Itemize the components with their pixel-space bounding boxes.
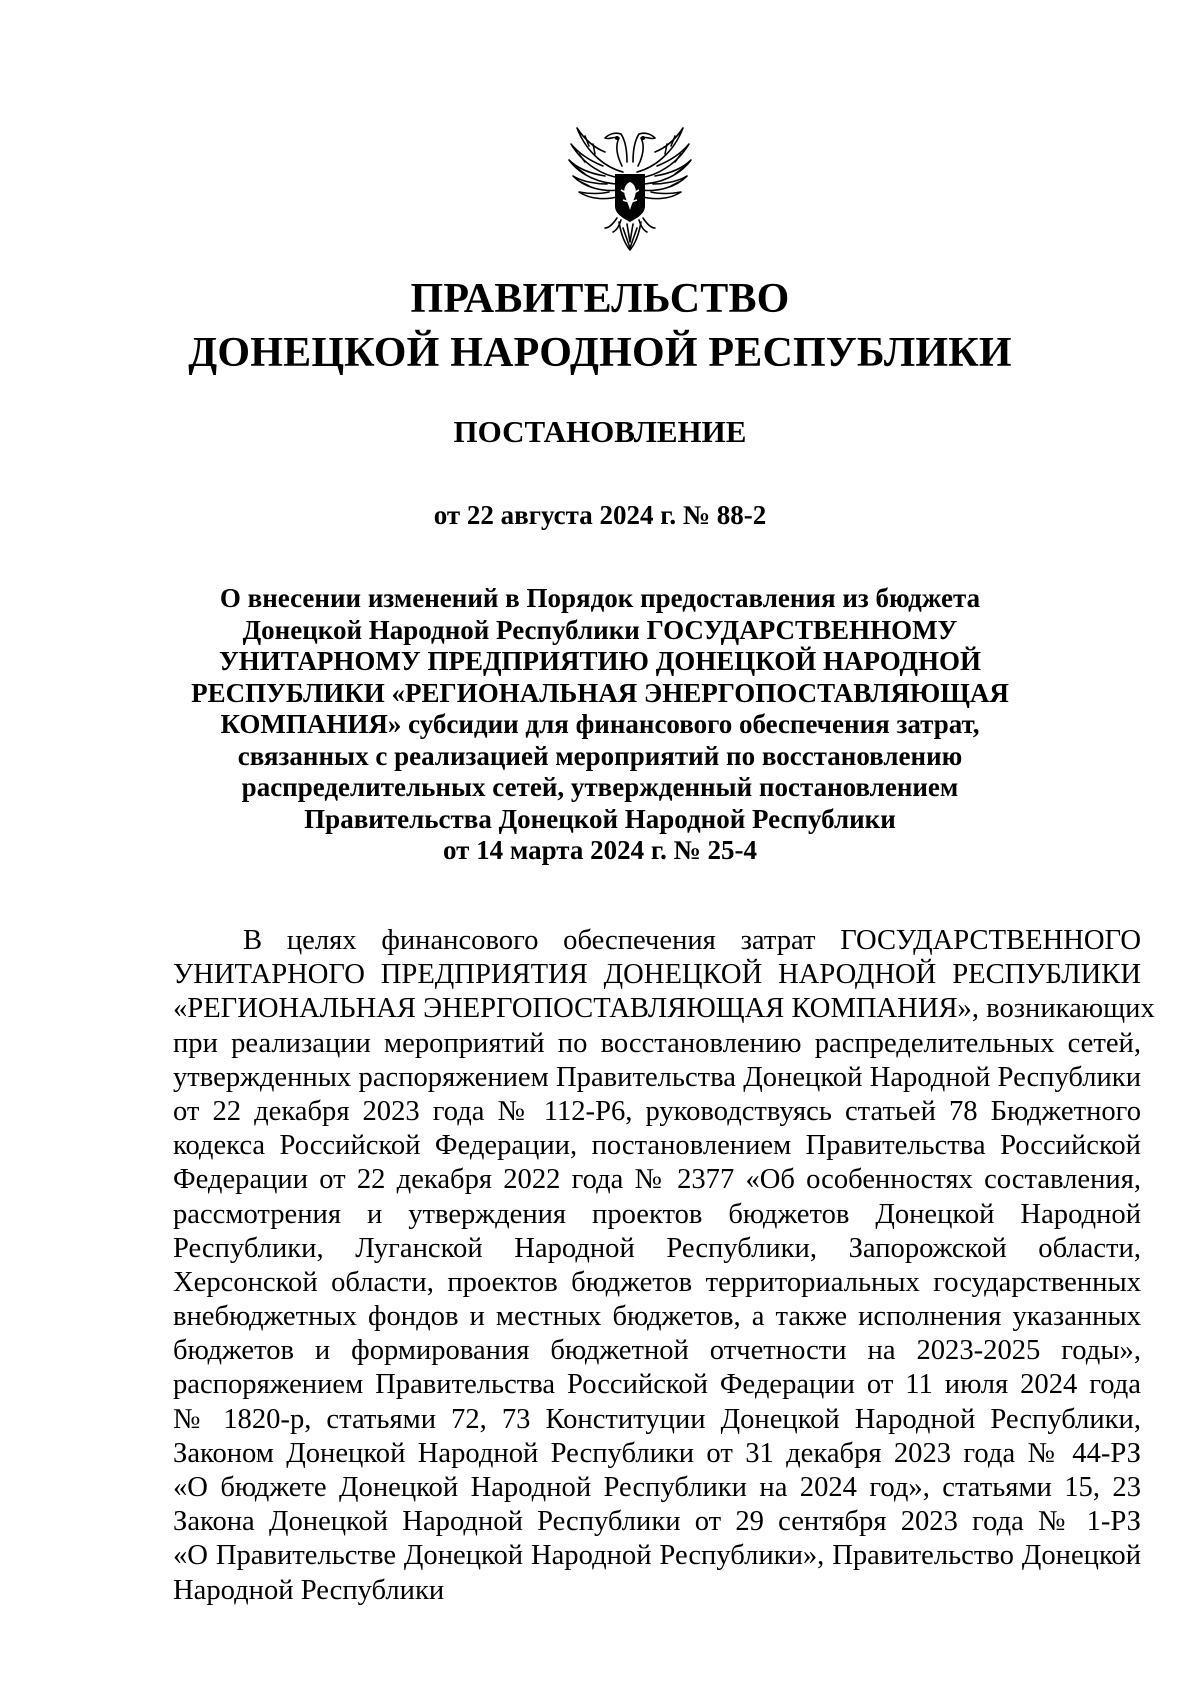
- organization-name: [100, 272, 1100, 380]
- preamble-paragraph: [173, 924, 1155, 1608]
- body-line: от 22 декабря 2023 года № 112-Р6, руководствуясь статьей 78 Бюджетного: [173, 1095, 1141, 1127]
- body-line: «О Правительстве Донецкой Народной Республики», Правительство Донецкой: [173, 1540, 1141, 1572]
- subject-line: УНИТАРНОМУ ПРЕДПРИЯТИЮ ДОНЕЦКОЙ НАРОДНОЙ: [218, 646, 982, 676]
- body-line: распоряжением Правительства Российской Федерации от 11 июля 2024 года: [173, 1369, 1141, 1401]
- subject-line: Донецкой Народной Республики ГОСУДАРСТВЕННОМУ: [242, 614, 958, 645]
- document-date-number: от 22 августа 2024 г. № 88-2: [433, 500, 767, 530]
- body-line: при реализации мероприятий по восстановлению распределительных сетей,: [173, 1027, 1141, 1059]
- subject-line: О внесении изменений в Порядок предоставления из бюджета: [219, 583, 981, 613]
- body-line: кодекса Российской Федерации, постановлением Правительства Российской: [173, 1130, 1141, 1162]
- body-line: «О бюджете Донецкой Народной Республики на 2024 год», статьями 15, 23: [173, 1472, 1141, 1503]
- body-line: внебюджетных фондов и местных бюджетов, а также исполнения указанных: [173, 1301, 1141, 1333]
- body-line: В целях финансового обеспечения затрат ГОСУДАРСТВЕННОГО: [243, 925, 1141, 956]
- document-subject: [140, 583, 1060, 867]
- body-line: «РЕГИОНАЛЬНАЯ ЭНЕРГОПОСТАВЛЯЮЩАЯ КОМПАНИЯ», возникающих: [173, 993, 1155, 1025]
- subject-line: от 14 марта 2024 г. № 25-4: [443, 835, 757, 865]
- subject-line: Правительства Донецкой Народной Республики: [304, 803, 896, 834]
- body-line: рассмотрения и утверждения проектов бюджетов Донецкой Народной: [173, 1198, 1141, 1230]
- body-line: бюджетов и формирования бюджетной отчетности на 2023-2025 годы»,: [173, 1335, 1141, 1367]
- body-line: Херсонской области, проектов бюджетов территориальных государственных: [173, 1266, 1141, 1298]
- body-line: Республики, Луганской Народной Республики, Запорожской области,: [173, 1232, 1141, 1264]
- coat-of-arms-icon: [565, 110, 695, 255]
- body-line: Законом Донецкой Народной Республики от 31 декабря 2023 года № 44-РЗ: [173, 1437, 1141, 1469]
- subject-line: РЕСПУБЛИКИ «РЕГИОНАЛЬНАЯ ЭНЕРГОПОСТАВЛЯЮЩАЯ: [191, 677, 1009, 708]
- subject-line: связанных с реализацией мероприятий по восстановлению: [237, 740, 963, 771]
- body-line: Закона Донецкой Народной Республики от 29 сентября 2023 года № 1-РЗ: [173, 1506, 1141, 1538]
- organization-line-2: ДОНЕЦКОЙ НАРОДНОЙ РЕСПУБЛИКИ: [188, 330, 1012, 376]
- document-type: ПОСТАНОВЛЕНИЕ: [453, 414, 747, 449]
- body-line: Федерации от 22 декабря 2022 года № 2377 «Об особенностях составления,: [173, 1164, 1141, 1196]
- body-line: Народной Республики: [173, 1574, 445, 1606]
- body-line: утвержденных распоряжением Правительства Донецкой Народной Республики: [173, 1061, 1141, 1093]
- organization-line-1: ПРАВИТЕЛЬСТВО: [410, 276, 790, 322]
- body-line: № 1820-р, статьями 72, 73 Конституции Донецкой Народной Республики,: [173, 1403, 1141, 1435]
- subject-line: распределительных сетей, утвержденный постановлением: [241, 772, 959, 802]
- subject-line: КОМПАНИЯ» субсидии для финансового обеспечения затрат,: [220, 709, 980, 739]
- body-line: УНИТАРНОГО ПРЕДПРИЯТИЯ ДОНЕЦКОЙ НАРОДНОЙ РЕСПУБЛИКИ: [173, 959, 1141, 991]
